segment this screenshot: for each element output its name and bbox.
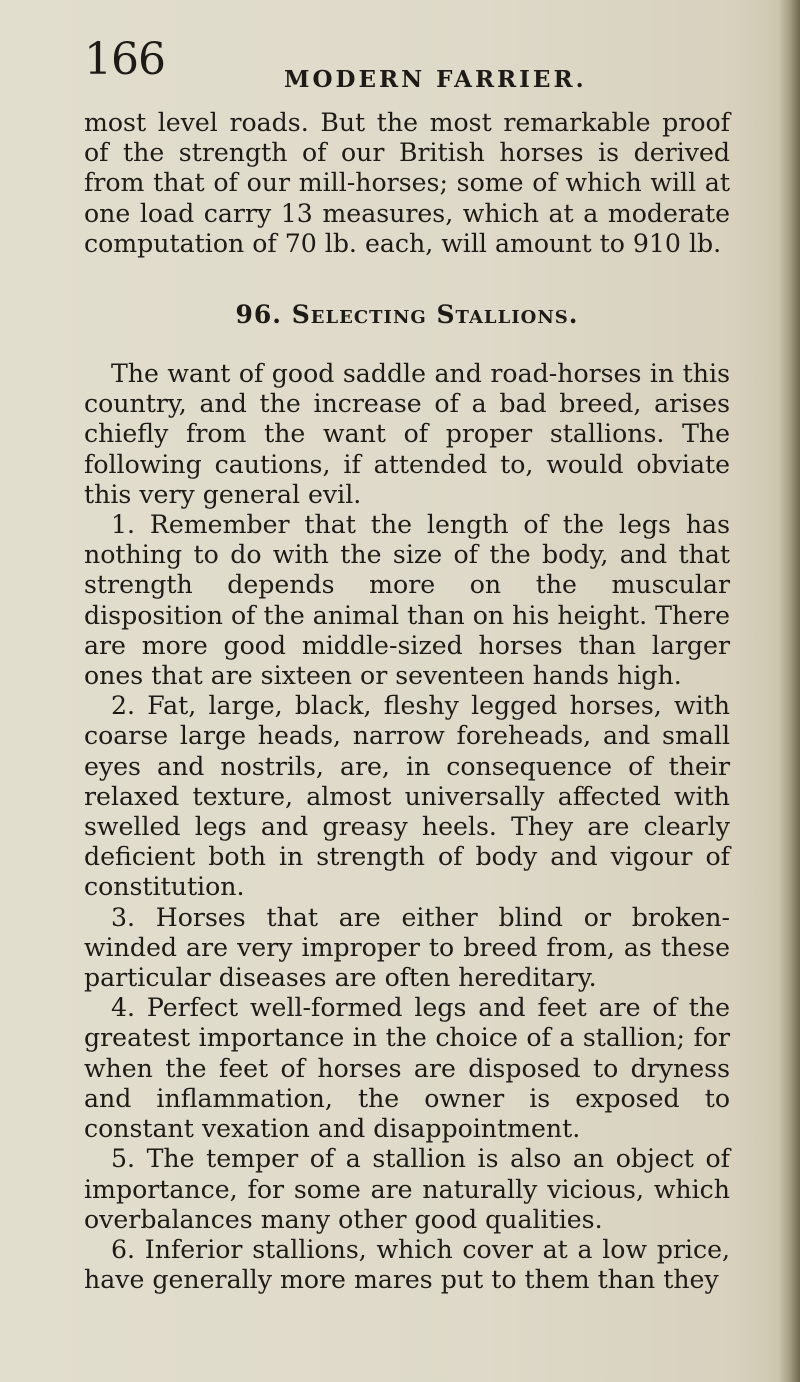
section-heading <box>84 299 730 331</box>
page-number: 166 <box>84 34 165 85</box>
page-body <box>84 108 730 1295</box>
intro-paragraph: The want of good saddle and road-horses in this country, and the increase of a bad breed, arises chiefly from the want of proper stallions. The following cautions, if attended to, would obviate this very general evil. <box>84 359 730 509</box>
caution-4: 4. Perfect well-formed legs and feet are of the greatest importance in the choice of a stallion; for when the feet of horses are disposed to dryness and inflammation, the owner is exposed to constant vexation and disappointment. <box>84 993 730 1144</box>
running-head <box>84 32 724 92</box>
page-edge-shadow <box>778 0 800 1382</box>
section-number: 96. <box>235 300 282 330</box>
caution-3: 3. Horses that are either blind or broken-winded are very improper to breed from, as these particular diseases are often hereditary. <box>84 902 730 993</box>
caution-2: 2. Fat, large, black, fleshy legged horses, with coarse large heads, narrow foreheads, and small eyes and nostrils, are, in consequence of their relaxed texture, almost universally affected with swelled legs and greasy heels. They are clearly deficient both in strength of body and vigour of constitution. <box>84 691 730 902</box>
continuation-paragraph: most level roads. But the most remarkable proof of the strength of our British horses is derived from that of our mill-horses; some of which will at one load carry 13 measures, which at a moderate computation of 70 lb. each, will amount to 910 lb. <box>84 108 730 258</box>
caution-6: 6. Inferior stallions, which cover at a low price, have generally more mares put to them than they <box>84 1234 730 1295</box>
caution-1: 1. Remember that the length of the legs has nothing to do with the size of the body, and that strength depends more on the muscular disposition of the animal than on his height. There are more good middle-sized horses than larger ones that are sixteen or seventeen hands high. <box>84 510 730 691</box>
section-title: Selecting Stallions. <box>291 300 579 330</box>
running-title: MODERN FARRIER. <box>284 66 587 93</box>
caution-5: 5. The temper of a stallion is also an object of importance, for some are naturally vicious, which overbalances many other good qualities. <box>84 1144 730 1234</box>
